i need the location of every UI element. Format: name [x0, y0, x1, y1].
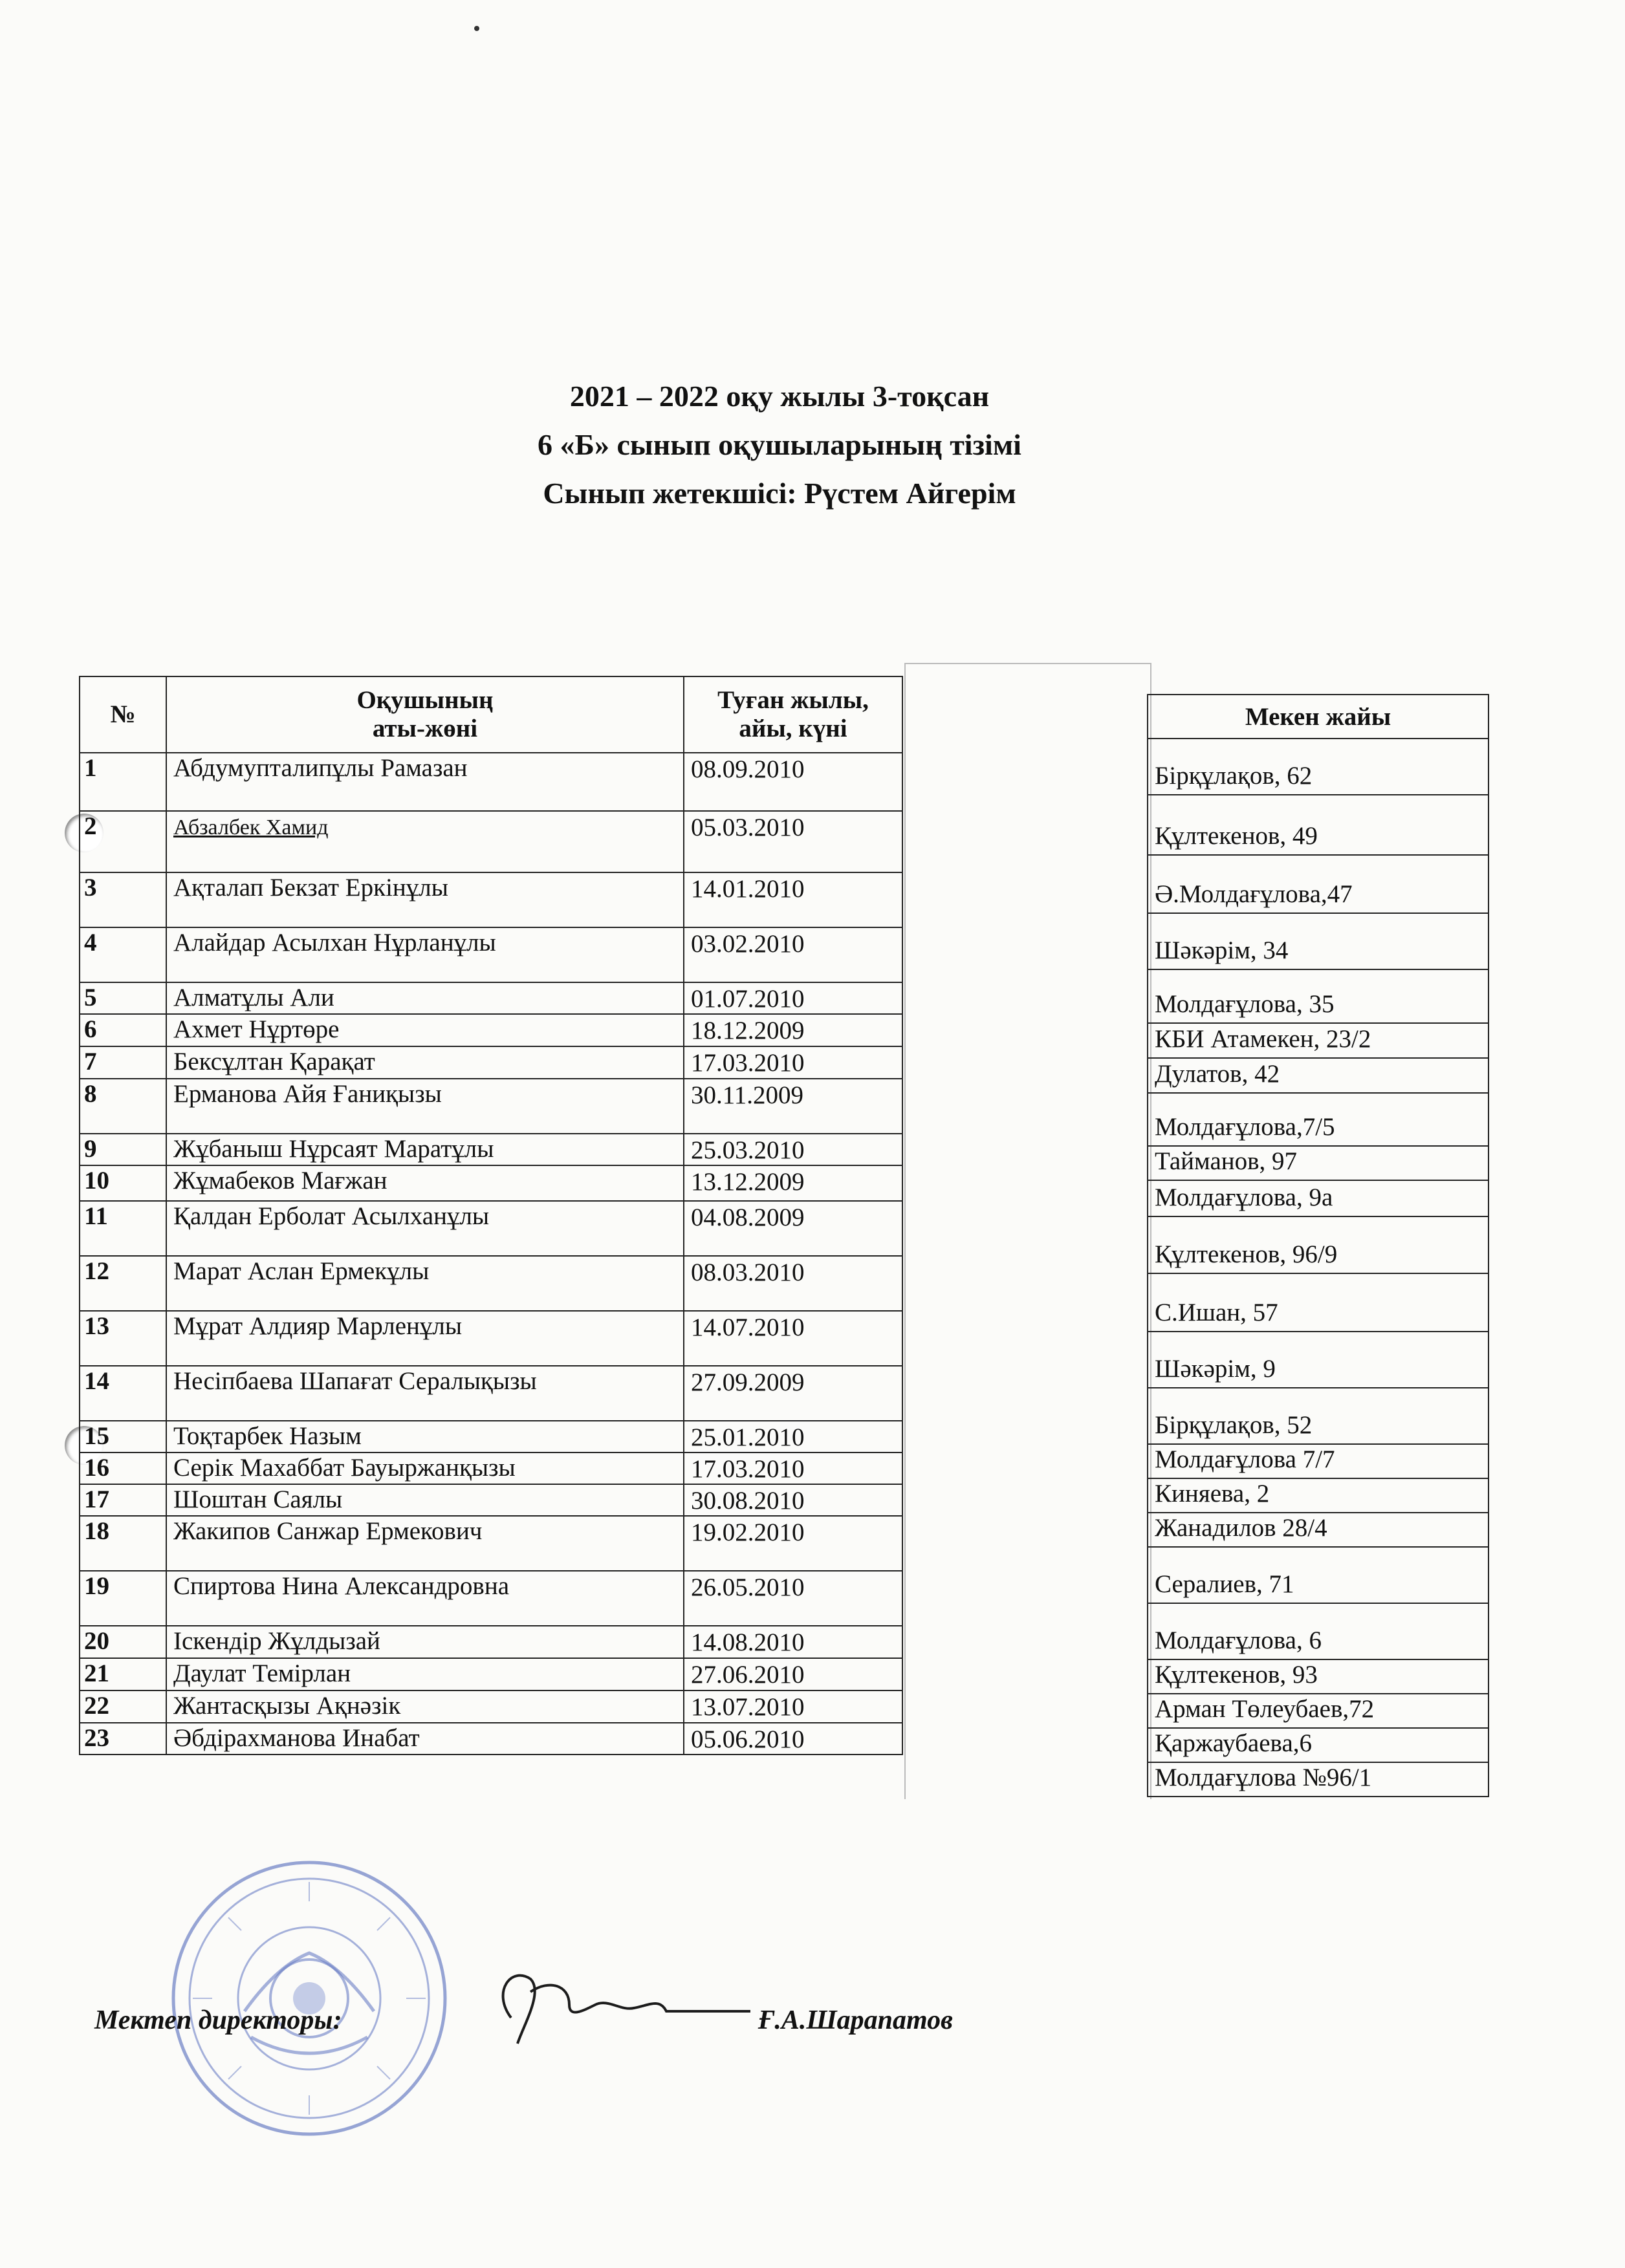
address-table	[1147, 694, 1489, 1797]
student-address: Арман Төлеубаев,72	[1148, 1694, 1489, 1728]
birth-date: 05.03.2010	[684, 811, 902, 872]
student-address: Сералиев, 71	[1148, 1547, 1489, 1603]
address-row	[1148, 1547, 1489, 1603]
address-row	[1148, 1694, 1489, 1728]
student-address: Молдағұлова, 35	[1148, 969, 1489, 1023]
table-row	[80, 982, 902, 1014]
director-label: Мектеп директоры:	[94, 2005, 342, 2035]
student-address: Молдағұлова,7/5	[1148, 1093, 1489, 1146]
student-address: Киняева, 2	[1148, 1478, 1489, 1513]
student-address: Шәкәрім, 34	[1148, 913, 1489, 969]
row-number: 11	[80, 1201, 166, 1256]
address-row	[1148, 795, 1489, 855]
student-name	[166, 1014, 684, 1046]
speck	[474, 26, 479, 31]
birth-date: 05.06.2010	[684, 1723, 902, 1755]
birth-date: 04.08.2009	[684, 1201, 902, 1256]
student-address: Молдағұлова 7/7	[1148, 1444, 1489, 1478]
birth-date: 08.09.2010	[684, 753, 902, 811]
birth-date: 14.08.2010	[684, 1626, 902, 1658]
student-address: Молдағұлова, 6	[1148, 1603, 1489, 1659]
school-stamp	[167, 1856, 452, 2144]
address-row	[1148, 1603, 1489, 1659]
row-number: 21	[80, 1658, 166, 1690]
address-row	[1148, 1023, 1489, 1058]
table-row	[80, 811, 902, 872]
student-address: Тайманов, 97	[1148, 1146, 1489, 1180]
student-name	[166, 1311, 684, 1366]
student-name-text: Несіпбаева Шапағат Сералықызы	[173, 1367, 537, 1395]
student-name-text: Жакипов Санжар Ермекович	[173, 1517, 483, 1545]
birth-date: 27.09.2009	[684, 1366, 902, 1421]
row-number: 22	[80, 1690, 166, 1723]
student-name-text: Тоқтарбек Назым	[173, 1422, 362, 1450]
birth-date: 03.02.2010	[684, 927, 902, 982]
student-address: Бірқұлақов, 62	[1148, 739, 1489, 795]
birth-date: 18.12.2009	[684, 1014, 902, 1046]
birth-date: 14.07.2010	[684, 1311, 902, 1366]
table-row	[80, 1690, 902, 1723]
student-name	[166, 1134, 684, 1165]
table-row	[80, 1165, 902, 1201]
birth-date: 08.03.2010	[684, 1256, 902, 1311]
title-line-3: Сынып жетекшісі: Рүстем Айгерім	[543, 477, 1016, 510]
address-row	[1148, 1762, 1489, 1797]
table-row	[80, 927, 902, 982]
student-address: Молдағұлова, 9а	[1148, 1180, 1489, 1216]
row-number: 2	[80, 811, 166, 872]
student-address: Молдағұлова №96/1	[1148, 1762, 1489, 1797]
row-number: 15	[80, 1421, 166, 1453]
address-row	[1148, 1728, 1489, 1762]
birth-date: 13.07.2010	[684, 1690, 902, 1723]
header-name-line2: аты-жөні	[372, 715, 478, 742]
address-row	[1148, 1146, 1489, 1180]
table-row	[80, 872, 902, 927]
student-name	[166, 1516, 684, 1571]
student-name-text: Даулат Темірлан	[173, 1659, 351, 1687]
address-row	[1148, 1388, 1489, 1444]
row-number: 16	[80, 1453, 166, 1484]
student-name	[166, 1626, 684, 1658]
address-header-row	[1148, 695, 1489, 739]
birth-date: 25.01.2010	[684, 1421, 902, 1453]
student-name-text: Ахмет Нұртөре	[173, 1015, 340, 1043]
address-row	[1148, 855, 1489, 913]
student-name-text: Шоштан Саялы	[173, 1485, 343, 1513]
row-number: 4	[80, 927, 166, 982]
row-number: 19	[80, 1571, 166, 1626]
table-row	[80, 1201, 902, 1256]
row-number: 14	[80, 1366, 166, 1421]
address-row	[1148, 1093, 1489, 1146]
student-name	[166, 753, 684, 811]
row-number: 18	[80, 1516, 166, 1571]
address-row	[1148, 1478, 1489, 1513]
student-name-text: Спиртова Нина Александровна	[173, 1572, 510, 1600]
table-row	[80, 1046, 902, 1079]
student-address: Жанадилов 28/4	[1148, 1513, 1489, 1547]
student-address: С.Ишан, 57	[1148, 1273, 1489, 1332]
document-title	[0, 372, 1559, 517]
row-number: 23	[80, 1723, 166, 1755]
student-name	[166, 927, 684, 982]
birth-date: 19.02.2010	[684, 1516, 902, 1571]
student-name	[166, 1079, 684, 1134]
student-name-text: Іскендір Жұлдызай	[173, 1627, 380, 1655]
student-name-text: Ерманова Айя Ғаниқызы	[173, 1080, 442, 1108]
table-row	[80, 1658, 902, 1690]
header-date-line1: Туған жылы,	[717, 686, 869, 714]
student-name	[166, 1453, 684, 1484]
row-number: 12	[80, 1256, 166, 1311]
header-date-line2: айы, күні	[739, 715, 847, 742]
row-number: 17	[80, 1484, 166, 1516]
header-birthdate	[684, 676, 902, 753]
student-address: КБИ Атамекен, 23/2	[1148, 1023, 1489, 1058]
row-number: 20	[80, 1626, 166, 1658]
birth-date: 25.03.2010	[684, 1134, 902, 1165]
birth-date: 27.06.2010	[684, 1658, 902, 1690]
row-number: 7	[80, 1046, 166, 1079]
student-name	[166, 1690, 684, 1723]
address-row	[1148, 1332, 1489, 1388]
table-row	[80, 1484, 902, 1516]
student-name	[166, 1201, 684, 1256]
student-name	[166, 1366, 684, 1421]
table-row	[80, 1134, 902, 1165]
birth-date: 14.01.2010	[684, 872, 902, 927]
student-name-text: Мұрат Алдияр Марленұлы	[173, 1312, 463, 1340]
table-row	[80, 1366, 902, 1421]
address-row	[1148, 1180, 1489, 1216]
header-address: Мекен жайы	[1148, 695, 1489, 739]
student-name-text: Қалдан Ерболат Асылханұлы	[173, 1202, 490, 1230]
table-row	[80, 1453, 902, 1484]
student-name-text: Марат Аслан Ермекұлы	[173, 1257, 430, 1285]
student-name-text: Абзалбек Хамид	[173, 815, 329, 839]
student-name	[166, 1165, 684, 1201]
address-row	[1148, 969, 1489, 1023]
student-name-text: Жұмабеков Мағжан	[173, 1167, 387, 1194]
student-name-text: Абдумупталипұлы Рамазан	[173, 754, 468, 782]
student-name-text: Әбдірахманова Инабат	[173, 1724, 420, 1752]
student-name	[166, 1571, 684, 1626]
student-address: Шәкәрім, 9	[1148, 1332, 1489, 1388]
title-line-1: 2021 – 2022 оқу жылы 3-тоқсан	[569, 380, 990, 413]
table-row	[80, 1516, 902, 1571]
iin-column	[904, 663, 1151, 1799]
row-number: 8	[80, 1079, 166, 1134]
address-row	[1148, 739, 1489, 795]
student-address: Бірқұлақов, 52	[1148, 1388, 1489, 1444]
birth-date: 26.05.2010	[684, 1571, 902, 1626]
address-row	[1148, 1273, 1489, 1332]
table-header-row	[80, 676, 902, 753]
header-name	[166, 676, 684, 753]
student-name-text: Алматұлы Али	[173, 984, 334, 1011]
row-number: 10	[80, 1165, 166, 1201]
student-address: Ә.Молдағұлова,47	[1148, 855, 1489, 913]
row-number: 9	[80, 1134, 166, 1165]
student-name-text: Алайдар Асылхан Нұрланұлы	[173, 929, 496, 956]
students-table	[79, 676, 903, 1755]
student-name-text: Серік Махаббат Бауыржанқызы	[173, 1454, 516, 1482]
birth-date: 01.07.2010	[684, 982, 902, 1014]
title-line-2: 6 «Б» сынып оқушыларының тізімі	[538, 428, 1021, 461]
director-signature	[472, 1953, 757, 2073]
student-name-text: Бексұлтан Қарақат	[173, 1048, 375, 1075]
student-name	[166, 1484, 684, 1516]
row-number: 3	[80, 872, 166, 927]
header-name-line1: Оқушының	[356, 686, 494, 714]
table-row	[80, 1626, 902, 1658]
address-row	[1148, 1659, 1489, 1694]
row-number: 5	[80, 982, 166, 1014]
student-name	[166, 811, 684, 872]
address-row	[1148, 1444, 1489, 1478]
birth-date: 30.11.2009	[684, 1079, 902, 1134]
student-name	[166, 1256, 684, 1311]
student-name-text: Жұбаныш Нұрсаят Маратұлы	[173, 1135, 494, 1163]
table-row	[80, 1311, 902, 1366]
student-name	[166, 1723, 684, 1755]
student-address: Қаржаубаева,6	[1148, 1728, 1489, 1762]
address-row	[1148, 1513, 1489, 1547]
birth-date: 17.03.2010	[684, 1453, 902, 1484]
table-row	[80, 753, 902, 811]
student-address: Құлтекенов, 93	[1148, 1659, 1489, 1694]
table-row	[80, 1571, 902, 1626]
student-address: Құлтекенов, 96/9	[1148, 1216, 1489, 1273]
birth-date: 30.08.2010	[684, 1484, 902, 1516]
address-row	[1148, 1216, 1489, 1273]
table-row	[80, 1421, 902, 1453]
student-address: Құлтекенов, 49	[1148, 795, 1489, 855]
address-row	[1148, 1058, 1489, 1093]
table-row	[80, 1256, 902, 1311]
table-row	[80, 1079, 902, 1134]
row-number: 1	[80, 753, 166, 811]
student-name-text: Жантасқызы Ақнәзік	[173, 1692, 401, 1720]
table-row	[80, 1723, 902, 1755]
student-name	[166, 1046, 684, 1079]
director-name: Ғ.А.Шарапатов	[758, 2005, 953, 2035]
header-number: №	[80, 676, 166, 753]
row-number: 6	[80, 1014, 166, 1046]
row-number: 13	[80, 1311, 166, 1366]
table-row	[80, 1014, 902, 1046]
birth-date: 17.03.2010	[684, 1046, 902, 1079]
student-name-text: Ақталап Бекзат Еркінұлы	[173, 874, 448, 902]
student-name	[166, 1421, 684, 1453]
student-name	[166, 982, 684, 1014]
student-address: Дулатов, 42	[1148, 1058, 1489, 1093]
birth-date: 13.12.2009	[684, 1165, 902, 1201]
student-name	[166, 872, 684, 927]
student-name	[166, 1658, 684, 1690]
address-row	[1148, 913, 1489, 969]
